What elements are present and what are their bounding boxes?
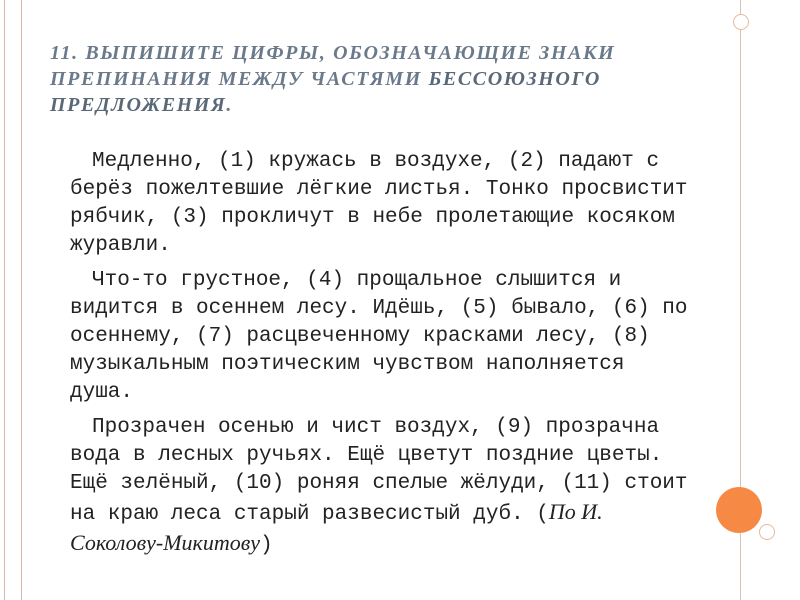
task-heading-period: .	[226, 94, 233, 116]
task-heading	[50, 40, 700, 118]
task-number: 11.	[50, 42, 79, 64]
credit-open-paren: (	[536, 503, 549, 526]
paragraph-3	[70, 414, 700, 560]
orange-circle-ornament	[716, 487, 762, 533]
task-instruction-bold: БЕССОЮЗНОГО ПРЕДЛОЖЕНИЯ	[50, 68, 601, 116]
paragraph-3-text: Прозрачен осенью и чист воздух, (9) прозрачна вода в лесных ручьях. Ещё цветут поздние цветы. Ещё зелёный, (10) роняя спелые жёлуди, (11) стоит на краю леса старый развесистый дуб.	[70, 416, 688, 526]
task-text	[70, 148, 700, 567]
small-circle-ornament	[759, 524, 775, 540]
paragraph-1: Медленно, (1) кружась в воздухе, (2) падают с берёз пожелтевшие лёгкие листья. Тонко просвистит рябчик, (3) прокличут в небе пролетающие косяком журавли.	[70, 150, 688, 257]
credit-close-paren: )	[260, 534, 273, 557]
paragraph-2: Что-то грустное, (4) прощальное слышится и видится в осеннем лесу. Идёшь, (5) бывало, (6) по осеннему, (7) расцвеченному красками лесу, (8) музыкальным поэтическим чувством наполняется душа.	[70, 269, 688, 404]
task-instruction: ВЫПИШИТЕ ЦИФРЫ, ОБОЗНАЧАЮЩИЕ ЗНАКИ ПРЕПИНАНИЯ МЕЖДУ ЧАСТЯМИ	[50, 42, 616, 90]
author-credit: По И. Соколову-Микитову	[70, 499, 603, 555]
top-circle-ornament	[733, 14, 749, 30]
left-decorative-border	[4, 0, 22, 600]
